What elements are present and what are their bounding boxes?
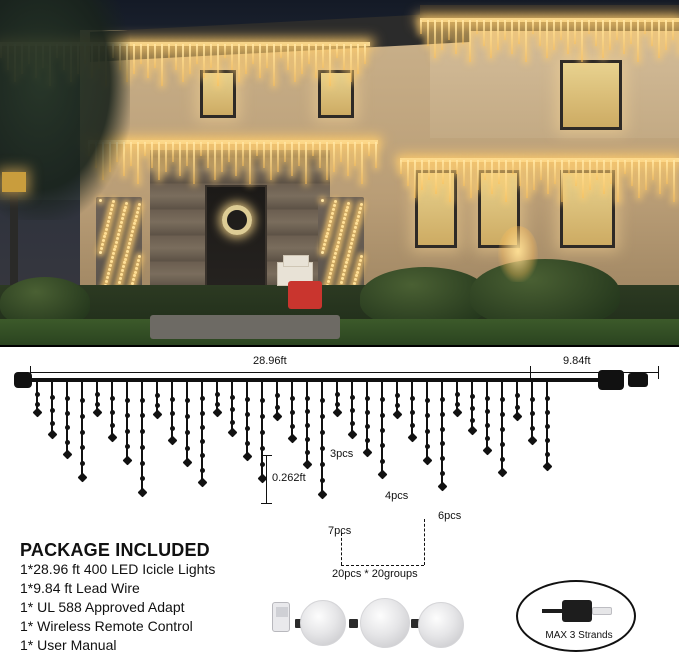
strand-connector-illustration bbox=[542, 600, 614, 622]
icicle-string-roof-upper bbox=[420, 18, 679, 64]
package-item: 1* User Manual bbox=[20, 637, 117, 653]
label-drop-height: 0.262ft bbox=[272, 472, 306, 484]
remote-control-thumbnail bbox=[272, 602, 290, 632]
door-wreath bbox=[222, 205, 252, 235]
package-included-title: PACKAGE INCLUDED bbox=[20, 540, 210, 560]
package-item: 1* UL 588 Approved Adapt bbox=[20, 599, 185, 615]
group-bracket-left bbox=[341, 533, 342, 565]
lit-yard-decoration bbox=[488, 218, 548, 288]
measure-tick-drop-bottom bbox=[261, 503, 272, 504]
package-item: 1*9.84 ft Lead Wire bbox=[20, 580, 140, 596]
max-strands-caption: MAX 3 Strands bbox=[545, 630, 613, 641]
package-item: 1*28.96 ft 400 LED Icicle Lights bbox=[20, 561, 216, 577]
icicle-string-porch bbox=[88, 140, 378, 186]
package-included-list bbox=[20, 560, 215, 655]
measure-tick-drop-top bbox=[261, 455, 272, 456]
group-bracket-right bbox=[424, 519, 425, 565]
gift-box-small bbox=[283, 255, 309, 267]
front-door bbox=[205, 185, 267, 300]
light-coil-1 bbox=[300, 600, 346, 646]
window-upper-right bbox=[560, 60, 622, 130]
light-coil-3 bbox=[418, 602, 464, 648]
label-4pcs: 4pcs bbox=[385, 490, 409, 502]
label-lead-length: 9.84ft bbox=[563, 355, 591, 367]
connector-square-2 bbox=[349, 619, 358, 628]
icicle-string-eave-right bbox=[400, 158, 679, 204]
light-coil-2 bbox=[360, 598, 410, 648]
label-6pcs: 6pcs bbox=[438, 510, 462, 522]
label-3pcs: 3pcs bbox=[330, 448, 354, 460]
santa-decoration bbox=[288, 281, 322, 309]
package-item: 1* Wireless Remote Control bbox=[20, 618, 193, 634]
measure-line-drop bbox=[266, 455, 267, 503]
spec-diagram-panel bbox=[0, 345, 679, 668]
lamp-head bbox=[2, 172, 26, 192]
group-bracket-bottom bbox=[341, 565, 424, 566]
walkway bbox=[150, 315, 340, 339]
label-7pcs: 7pcs bbox=[328, 525, 352, 537]
label-group-note: 20pcs * 20groups bbox=[332, 568, 418, 580]
label-main-length: 28.96ft bbox=[253, 355, 287, 367]
